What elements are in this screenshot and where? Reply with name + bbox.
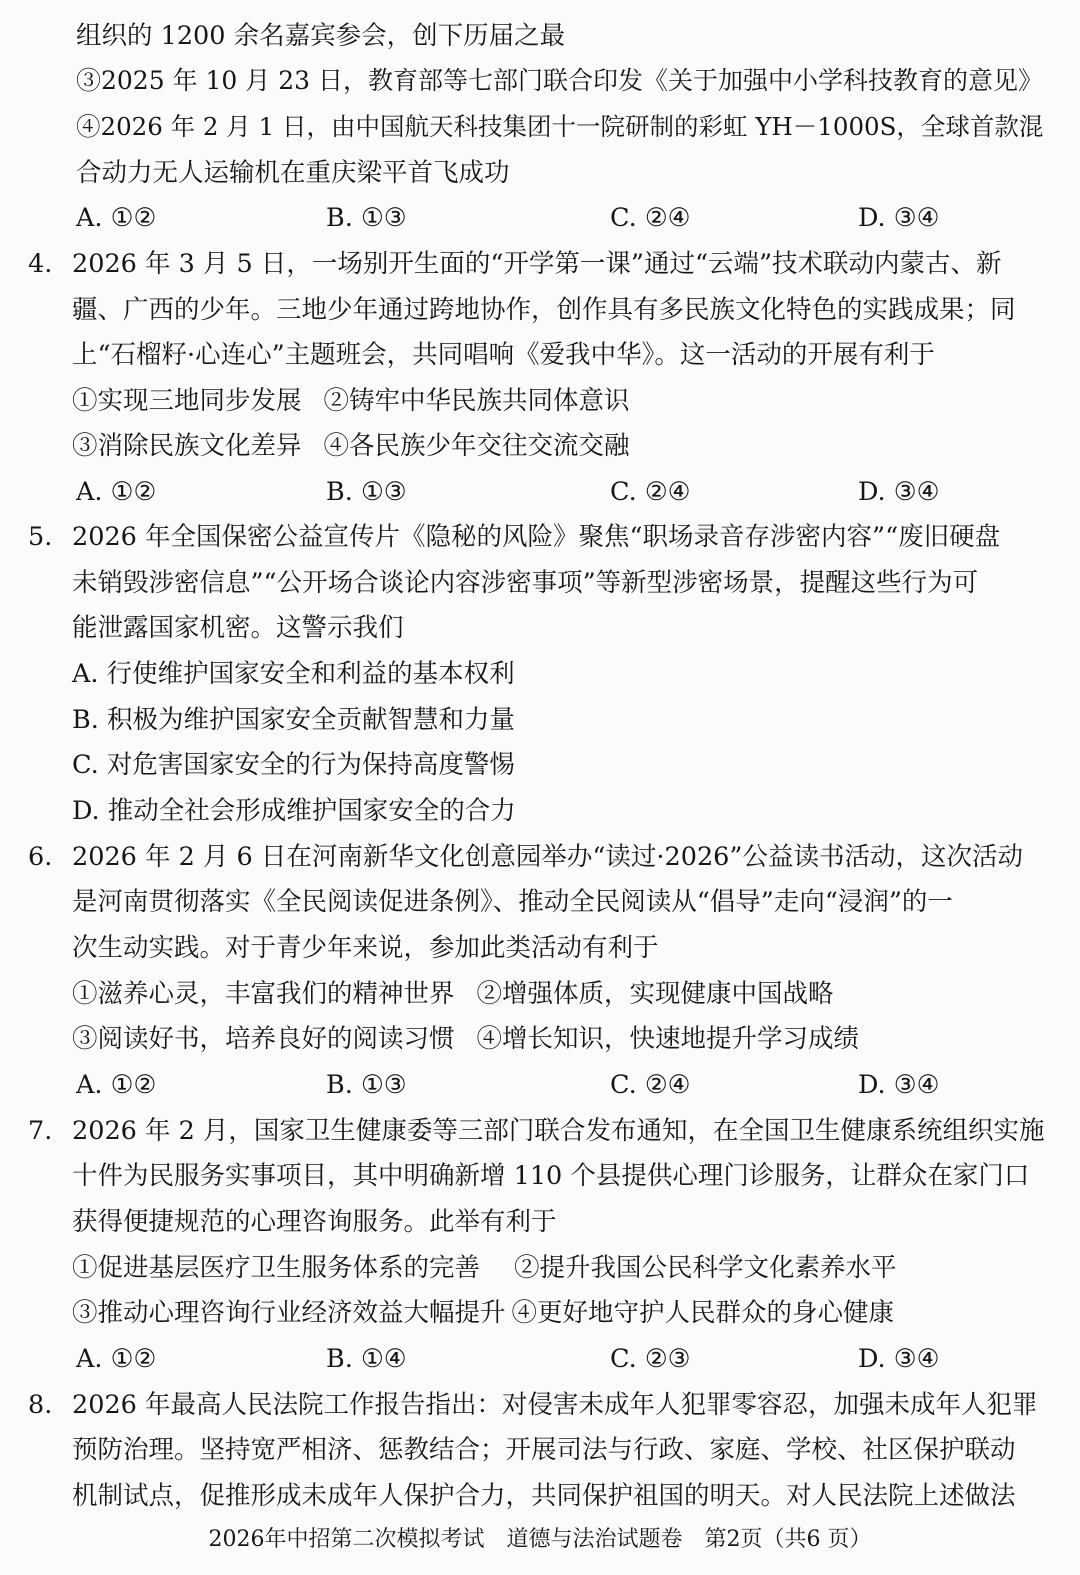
option-d[interactable]: D. ③④ [858,477,940,507]
option-b[interactable]: B. ①③ [326,477,407,507]
q5-stem-text: 2026 年全国保密公益宣传片《隐秘的风险》聚焦“职场录音存涉密内容”“废旧硬盘 [72,522,1001,552]
q6-item-3: ③阅读好书，培养良好的阅读习惯 [72,1024,455,1054]
q4-items-1 [72,378,630,424]
option-a[interactable]: A. ①② [76,1344,157,1374]
q4-stem-text: 2026 年 3 月 5 日，一场别开生面的“开学第一课”通过“云端”技术联动内蒙古、新 [72,249,1002,279]
q6-stem-line-2: 是河南贯彻落实《全民阅读促进条例》、推动全民阅读从“倡导”走向“浸润”的一 [72,887,953,917]
q6-items-1 [72,971,834,1017]
q7-stem-line-2: 十件为民服务实事项目，其中明确新增 110 个县提供心理门诊服务，让群众在家门口 [72,1161,1030,1191]
q7-item-3: ③推动心理咨询行业经济效益大幅提升 [72,1298,506,1328]
option-c[interactable]: C. ②④ [610,1070,691,1100]
q3-item-4: ④2026 年 2 月 1 日，由中国航天科技集团十一院研制的彩虹 YH－1000S，全球首款混 [76,112,1044,141]
question-number: 4. [28,249,53,279]
q4-item-4: ④各民族少年交往交流交融 [323,431,630,461]
option-c[interactable]: C. ②④ [610,477,691,507]
q7-item-1: ①促进基层医疗卫生服务体系的完善 [72,1253,481,1283]
q4-stem-line-1 [28,241,1002,287]
q6-item-4: ④增长知识，快速地提升学习成绩 [476,1024,860,1054]
q4-items-2 [72,423,630,469]
q4-stem-line-3: 上“石榴籽·心连心”主题班会，共同唱响《爱我中华》。这一活动的开展有利于 [72,340,935,370]
q8-stem-text: 2026 年最高人民法院工作报告指出：对侵害未成年人犯罪零容忍，加强未成年人犯罪 [72,1390,1038,1420]
option-a[interactable]: A. ①② [76,1070,157,1100]
option-b[interactable]: B. ①③ [326,203,407,233]
option-b[interactable]: B. ①④ [326,1344,407,1374]
q7-items-2 [72,1290,894,1336]
option-c[interactable]: C. ②③ [610,1344,691,1374]
q7-item-4: ④更好地守护人民群众的身心健康 [511,1298,895,1328]
q3-line-1: 组织的 1200 余名嘉宾参会，创下历届之最 [76,21,566,51]
page-footer: 2026年中招第二次模拟考试 道德与法治试题卷 第2页（共6 页） [208,1527,872,1552]
question-number: 6. [28,842,53,872]
q3-item-4-cont: 合动力无人运输机在重庆梁平首飞成功 [76,158,510,188]
q7-items-1 [72,1245,897,1291]
q7-options [0,1336,1080,1382]
q6-stem-line-3: 次生动实践。对于青少年来说，参加此类活动有利于 [72,933,659,963]
q7-item-2: ②提升我国公民科学文化素养水平 [514,1253,897,1283]
option-b[interactable]: B. ①③ [326,1070,407,1100]
q6-stem-line-1 [28,834,1023,880]
q5-stem-line-1 [28,514,1000,560]
question-number: 7. [28,1116,53,1146]
q4-stem-line-2: 疆、广西的少年。三地少年通过跨地协作，创作具有多民族文化特色的实践成果；同 [72,295,1016,325]
q4-item-1: ①实现三地同步发展 [72,386,302,416]
option-a[interactable]: A. ①② [76,203,157,233]
option-d[interactable]: D. ③④ [858,1070,940,1100]
q6-options [0,1062,1080,1108]
q7-stem-line-1 [28,1108,1044,1154]
option-d[interactable]: D. ③④ [858,1344,940,1374]
q8-stem-line-1 [28,1382,1038,1428]
q5-choice-d[interactable]: D. 推动全社会形成维护国家安全的合力 [72,796,516,826]
q3-options [0,195,1080,241]
option-a[interactable]: A. ①② [76,477,157,507]
q8-stem-line-2: 预防治理。坚持宽严相济、惩教结合；开展司法与行政、家庭、学校、社区保护联动 [72,1435,1016,1465]
q5-choice-b[interactable]: B. 积极为维护国家安全贡献智慧和力量 [72,705,515,735]
q5-choice-c[interactable]: C. 对危害国家安全的行为保持高度警惕 [72,750,515,780]
q6-item-1: ①滋养心灵，丰富我们的精神世界 [72,979,455,1009]
q6-item-2: ②增强体质，实现健康中国战略 [476,979,834,1009]
q4-item-2: ②铸牢中华民族共同体意识 [323,386,630,416]
q4-options [0,469,1080,515]
question-number: 8. [28,1390,53,1420]
q7-stem-line-3: 获得便捷规范的心理咨询服务。此举有利于 [72,1207,557,1237]
q3-item-3: ③2025 年 10 月 23 日，教育部等七部门联合印发《关于加强中小学科技教育的意见》 [76,66,1043,95]
q8-stem-line-3: 机制试点，促推形成未成年人保护合力，共同保护祖国的明天。对人民法院上述做法 [72,1481,1016,1511]
q6-items-2 [72,1016,859,1062]
q5-stem-line-3: 能泄露国家机密。这警示我们 [72,613,404,643]
option-c[interactable]: C. ②④ [610,203,691,233]
option-d[interactable]: D. ③④ [858,203,940,233]
q5-choice-a[interactable]: A. 行使维护国家安全和利益的基本权利 [72,659,515,689]
q5-stem-line-2: 未销毁涉密信息”“公开场合谈论内容涉密事项”等新型涉密场景，提醒这些行为可 [72,568,979,598]
q6-stem-text: 2026 年 2 月 6 日在河南新华文化创意园举办“读过·2026”公益读书活动，这次活动 [72,842,1023,872]
q7-stem-text: 2026 年 2 月，国家卫生健康委等三部门联合发布通知，在全国卫生健康系统组织实施 [72,1116,1045,1146]
q4-item-3: ③消除民族文化差异 [72,431,302,461]
question-number: 5. [28,522,53,552]
